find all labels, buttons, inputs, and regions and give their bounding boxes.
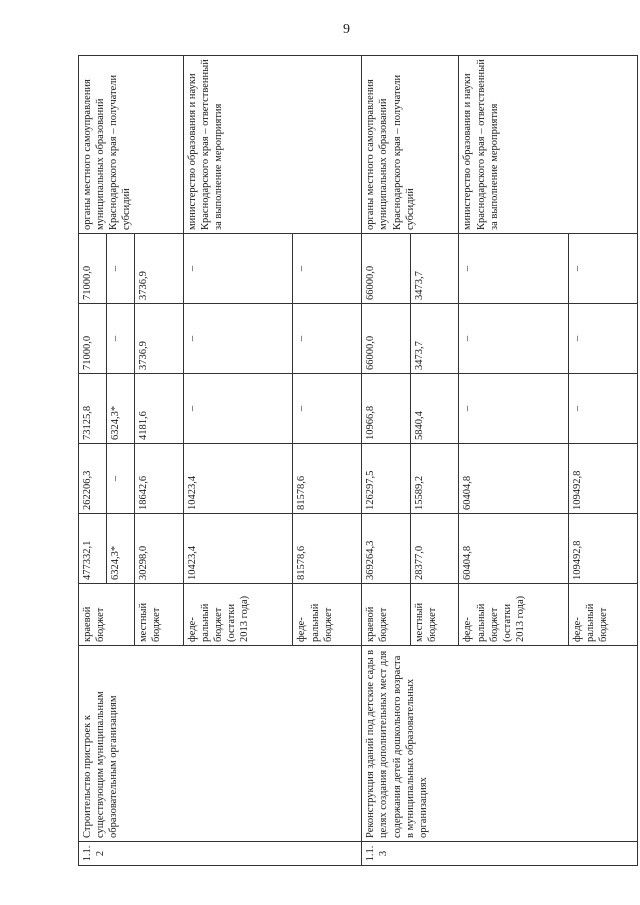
- year1-cell: 81578,6: [293, 444, 362, 514]
- year3-cell: –: [183, 304, 293, 374]
- year1-cell: 109492,8: [569, 444, 638, 514]
- year1-cell: 18642,6: [135, 444, 184, 514]
- funding-source: феде-ральный бюджет (остатки 2013 года): [459, 584, 569, 646]
- total-cell: 369264,3: [362, 514, 411, 584]
- year2-cell: –: [459, 374, 569, 444]
- year3-cell: 3473,7: [410, 304, 459, 374]
- total-cell: 6324,3*: [107, 514, 135, 584]
- year1-cell: 60404,8: [459, 444, 569, 514]
- year2-cell: 6324,3*: [107, 374, 135, 444]
- year1-cell: –: [107, 444, 135, 514]
- year1-cell: 262206,3: [79, 444, 107, 514]
- executor-cell: органы местного самоуправления муниципальных образований Краснодарского края – получатели субсидий: [362, 56, 459, 234]
- year4-cell: –: [107, 234, 135, 304]
- table-row: [362, 56, 411, 866]
- total-cell: 477332,1: [79, 514, 107, 584]
- year2-cell: –: [183, 374, 293, 444]
- year2-cell: 4181,6: [135, 374, 184, 444]
- year4-cell: –: [569, 234, 638, 304]
- total-cell: 10423,4: [183, 514, 293, 584]
- total-cell: 30298,0: [135, 514, 184, 584]
- year4-cell: 3736,9: [135, 234, 184, 304]
- year3-cell: –: [107, 304, 135, 374]
- year3-cell: –: [569, 304, 638, 374]
- year2-cell: –: [293, 374, 362, 444]
- year4-cell: –: [183, 234, 293, 304]
- total-cell: 28377,0: [410, 514, 459, 584]
- funding-source: местный бюджет: [410, 584, 459, 646]
- rotated-table-container: [78, 56, 638, 866]
- total-cell: 81578,6: [293, 514, 362, 584]
- year4-cell: –: [459, 234, 569, 304]
- year2-cell: 73125,8: [79, 374, 107, 444]
- year2-cell: 5840,4: [410, 374, 459, 444]
- year4-cell: 3473,7: [410, 234, 459, 304]
- funding-source: местный бюджет: [135, 584, 184, 646]
- row-number: 1.1.2: [79, 842, 362, 866]
- year1-cell: 126297,5: [362, 444, 411, 514]
- funding-source: феде-ральный бюджет (остатки 2013 года): [183, 584, 293, 646]
- year4-cell: 71000,0: [79, 234, 107, 304]
- year3-cell: 66000,0: [362, 304, 411, 374]
- table-row: [79, 56, 107, 866]
- year3-cell: –: [459, 304, 569, 374]
- funding-source: феде-ральный бюджет: [569, 584, 638, 646]
- year4-cell: 66000,0: [362, 234, 411, 304]
- year2-cell: –: [569, 374, 638, 444]
- executor-cell: министерство образования и науки Краснодарского края – ответственный за выполнение мероприятия: [183, 56, 362, 234]
- total-cell: 109492,8: [569, 514, 638, 584]
- year1-cell: 15589,2: [410, 444, 459, 514]
- program-activities-table: [78, 55, 638, 866]
- row-number: 1.1.3: [362, 842, 638, 866]
- total-cell: 60404,8: [459, 514, 569, 584]
- year1-cell: 10423,4: [183, 444, 293, 514]
- year3-cell: 3736,9: [135, 304, 184, 374]
- year4-cell: –: [293, 234, 362, 304]
- funding-source: краевой бюджет: [79, 584, 135, 646]
- year3-cell: –: [293, 304, 362, 374]
- executor-cell: органы местного самоуправления муниципальных образований Краснодарского края – получатели субсидий: [79, 56, 184, 234]
- year3-cell: 71000,0: [79, 304, 107, 374]
- funding-source: краевой бюджет: [362, 584, 411, 646]
- activity-name: Строительство пристроек к существующим муниципальным образовательным организациям: [79, 646, 362, 842]
- page-number: 9: [343, 22, 350, 37]
- year2-cell: 10966,8: [362, 374, 411, 444]
- funding-source: феде-ральный бюджет: [293, 584, 362, 646]
- executor-cell: министерство образования и науки Краснодарского края – ответственный за выполнение мероприятия: [459, 56, 638, 234]
- activity-name: Реконструкция зданий под детские сады в целях создания дополнительных мест для содержания детей дошкольного возраста в муниципальных образовательных организациях: [362, 646, 638, 842]
